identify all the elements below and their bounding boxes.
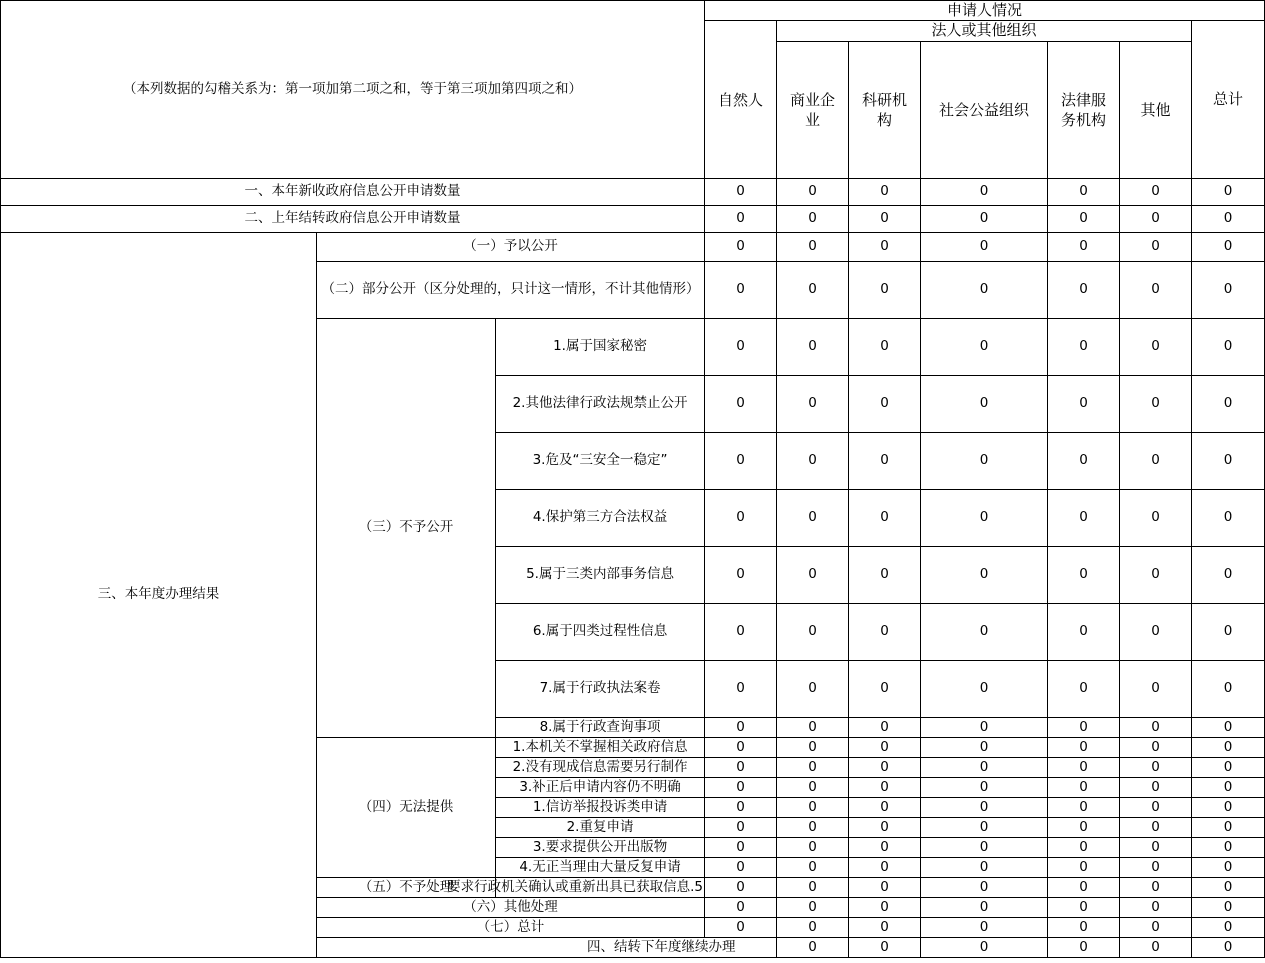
group-label: （三）不予公开 xyxy=(317,319,496,738)
value-cell: 0 xyxy=(1120,179,1192,206)
value-cell: 0 xyxy=(1192,661,1265,718)
value-cell: 0 xyxy=(1192,898,1265,918)
value-cell: 0 xyxy=(1048,938,1120,958)
value-cell: 0 xyxy=(921,661,1048,718)
other-header: 其他 xyxy=(1120,42,1192,179)
table-row xyxy=(1,179,1265,206)
value-cell: 0 xyxy=(705,661,777,718)
value-cell: 0 xyxy=(705,758,777,778)
value-cell: 0 xyxy=(705,179,777,206)
row-label: 2.没有现成信息需要另行制作 xyxy=(496,758,705,778)
value-cell: 0 xyxy=(777,818,849,838)
value-cell: 0 xyxy=(1120,604,1192,661)
value-cell: 0 xyxy=(1048,738,1120,758)
value-cell: 0 xyxy=(1120,262,1192,319)
value-cell: 0 xyxy=(1048,262,1120,319)
row-label: 8.属于行政查询事项 xyxy=(496,718,705,738)
value-cell: 0 xyxy=(777,858,849,878)
value-cell: 0 xyxy=(1120,838,1192,858)
value-cell: 0 xyxy=(705,858,777,878)
value-cell: 0 xyxy=(849,547,921,604)
value-cell: 0 xyxy=(1120,898,1192,918)
value-cell: 0 xyxy=(1120,878,1192,898)
value-cell: 0 xyxy=(1192,738,1265,758)
value-cell: 0 xyxy=(1120,433,1192,490)
row-label: 2.其他法律行政法规禁止公开 xyxy=(496,376,705,433)
total-header: 总计 xyxy=(1192,21,1265,179)
legal-service-org-header: 法律服务机构 xyxy=(1048,42,1120,179)
value-cell: 0 xyxy=(1192,233,1265,262)
natural-person-header: 自然人 xyxy=(705,21,777,179)
row-label: 4.保护第三方合法权益 xyxy=(496,490,705,547)
value-cell: 0 xyxy=(1048,758,1120,778)
value-cell: 0 xyxy=(1120,206,1192,233)
section-three-label: 三、本年度办理结果 xyxy=(1,233,317,958)
value-cell: 0 xyxy=(921,718,1048,738)
value-cell: 0 xyxy=(1048,838,1120,858)
value-cell: 0 xyxy=(705,738,777,758)
value-cell: 0 xyxy=(921,376,1048,433)
value-cell: 0 xyxy=(1120,376,1192,433)
value-cell: 0 xyxy=(921,262,1048,319)
value-cell: 0 xyxy=(1048,661,1120,718)
value-cell: 0 xyxy=(1192,878,1265,898)
group-label: （四）无法提供 xyxy=(317,738,496,878)
value-cell: 0 xyxy=(1120,319,1192,376)
value-cell: 0 xyxy=(1120,818,1192,838)
value-cell: 0 xyxy=(849,858,921,878)
value-cell: 0 xyxy=(1048,718,1120,738)
value-cell: 0 xyxy=(921,604,1048,661)
value-cell: 0 xyxy=(1120,918,1192,938)
value-cell: 0 xyxy=(777,547,849,604)
row-label: （一）予以公开 xyxy=(317,233,705,262)
value-cell: 0 xyxy=(1120,547,1192,604)
table-row xyxy=(1,206,1265,233)
row-label: 1.信访举报投诉类申请 xyxy=(496,798,705,818)
row-label: （二）部分公开（区分处理的，只计这一情形，不计其他情形） xyxy=(317,262,705,319)
value-cell: 0 xyxy=(1048,604,1120,661)
value-cell: 0 xyxy=(1120,778,1192,798)
value-cell: 0 xyxy=(1192,718,1265,738)
value-cell: 0 xyxy=(777,319,849,376)
value-cell: 0 xyxy=(849,262,921,319)
value-cell: 0 xyxy=(921,938,1048,958)
value-cell: 0 xyxy=(921,818,1048,838)
value-cell: 0 xyxy=(849,179,921,206)
value-cell: 0 xyxy=(777,233,849,262)
value-cell: 0 xyxy=(1192,778,1265,798)
value-cell: 0 xyxy=(777,778,849,798)
value-cell: 0 xyxy=(921,206,1048,233)
value-cell: 0 xyxy=(849,433,921,490)
value-cell: 0 xyxy=(1120,661,1192,718)
value-cell: 0 xyxy=(921,758,1048,778)
value-cell: 0 xyxy=(1192,918,1265,938)
value-cell: 0 xyxy=(1192,547,1265,604)
value-cell: 0 xyxy=(777,798,849,818)
value-cell: 0 xyxy=(705,798,777,818)
value-cell: 0 xyxy=(849,818,921,838)
value-cell: 0 xyxy=(921,433,1048,490)
value-cell: 0 xyxy=(921,798,1048,818)
value-cell: 0 xyxy=(1120,798,1192,818)
value-cell: 0 xyxy=(1192,490,1265,547)
value-cell: 0 xyxy=(921,838,1048,858)
table-row xyxy=(1,233,1265,262)
row-label: 3.危及“三安全一稳定” xyxy=(496,433,705,490)
value-cell: 0 xyxy=(777,898,849,918)
value-cell: 0 xyxy=(849,838,921,858)
value-cell: 0 xyxy=(1048,778,1120,798)
value-cell: 0 xyxy=(849,604,921,661)
value-cell: 0 xyxy=(921,778,1048,798)
value-cell: 0 xyxy=(1120,718,1192,738)
value-cell: 0 xyxy=(1048,818,1120,838)
value-cell: 0 xyxy=(777,490,849,547)
value-cell: 0 xyxy=(849,376,921,433)
value-cell: 0 xyxy=(921,898,1048,918)
value-cell: 0 xyxy=(1048,878,1120,898)
value-cell: 0 xyxy=(1048,376,1120,433)
truncated-label: 5.要求行政机关确认或重新出具已获取信息 xyxy=(447,878,703,895)
value-cell: 0 xyxy=(1192,433,1265,490)
row-label: 7.属于行政执法案卷 xyxy=(496,661,705,718)
row-label: （七）总计 xyxy=(317,918,705,938)
value-cell: 0 xyxy=(849,738,921,758)
value-cell: 0 xyxy=(849,758,921,778)
value-cell: 0 xyxy=(777,758,849,778)
value-cell: 0 xyxy=(921,738,1048,758)
value-cell: 0 xyxy=(777,878,849,898)
value-cell: 0 xyxy=(1048,898,1120,918)
value-cell: 0 xyxy=(705,547,777,604)
value-cell: 0 xyxy=(1048,319,1120,376)
value-cell: 0 xyxy=(705,778,777,798)
row-label: 4.无正当理由大量反复申请 xyxy=(496,858,705,878)
value-cell: 0 xyxy=(705,718,777,738)
value-cell: 0 xyxy=(1192,938,1265,958)
value-cell: 0 xyxy=(705,878,777,898)
value-cell: 0 xyxy=(777,738,849,758)
value-cell: 0 xyxy=(1048,233,1120,262)
value-cell: 0 xyxy=(1192,376,1265,433)
value-cell: 0 xyxy=(705,206,777,233)
value-cell: 0 xyxy=(1192,319,1265,376)
value-cell: 0 xyxy=(777,179,849,206)
value-cell: 0 xyxy=(1048,490,1120,547)
value-cell: 0 xyxy=(1192,179,1265,206)
value-cell: 0 xyxy=(777,938,849,958)
value-cell: 0 xyxy=(705,838,777,858)
value-cell: 0 xyxy=(849,718,921,738)
value-cell: 0 xyxy=(921,319,1048,376)
value-cell: 0 xyxy=(921,233,1048,262)
value-cell: 0 xyxy=(705,376,777,433)
value-cell: 0 xyxy=(705,233,777,262)
row-label: （六）其他处理 xyxy=(317,898,705,918)
value-cell: 0 xyxy=(705,604,777,661)
value-cell: 0 xyxy=(705,818,777,838)
research-institution-header: 科研机构 xyxy=(849,42,921,179)
value-cell: 0 xyxy=(777,433,849,490)
value-cell: 0 xyxy=(1192,798,1265,818)
row-label: 一、本年新收政府信息公开申请数量 xyxy=(1,179,705,206)
value-cell: 0 xyxy=(777,661,849,718)
table-note: （本列数据的勾稽关系为：第一项加第二项之和，等于第三项加第四项之和） xyxy=(1,1,705,179)
value-cell: 0 xyxy=(1048,918,1120,938)
value-cell: 0 xyxy=(1048,433,1120,490)
group-label: （五）不予处理 xyxy=(317,878,496,898)
value-cell: 0 xyxy=(849,778,921,798)
value-cell: 0 xyxy=(1192,262,1265,319)
value-cell: 0 xyxy=(849,878,921,898)
value-cell: 0 xyxy=(921,179,1048,206)
value-cell: 0 xyxy=(921,547,1048,604)
value-cell: 0 xyxy=(849,938,921,958)
value-cell: 0 xyxy=(705,898,777,918)
value-cell: 0 xyxy=(1120,858,1192,878)
value-cell: 0 xyxy=(1192,206,1265,233)
value-cell: 0 xyxy=(921,490,1048,547)
value-cell: 0 xyxy=(777,206,849,233)
value-cell: 0 xyxy=(849,319,921,376)
value-cell: 0 xyxy=(849,206,921,233)
row-label: 3.补正后申请内容仍不明确 xyxy=(496,778,705,798)
value-cell: 0 xyxy=(1048,206,1120,233)
row-label xyxy=(447,878,705,898)
value-cell: 0 xyxy=(705,918,777,938)
legal-entity-group-header: 法人或其他组织 xyxy=(777,21,1192,42)
value-cell: 0 xyxy=(921,878,1048,898)
row-label: 5.属于三类内部事务信息 xyxy=(496,547,705,604)
row-label: 3.要求提供公开出版物 xyxy=(496,838,705,858)
row-label: 二、上年结转政府信息公开申请数量 xyxy=(1,206,705,233)
social-welfare-org-header: 社会公益组织 xyxy=(921,42,1048,179)
value-cell: 0 xyxy=(1120,233,1192,262)
value-cell: 0 xyxy=(921,918,1048,938)
value-cell: 0 xyxy=(849,918,921,938)
value-cell: 0 xyxy=(1048,179,1120,206)
value-cell: 0 xyxy=(1048,547,1120,604)
value-cell: 0 xyxy=(777,604,849,661)
value-cell: 0 xyxy=(849,798,921,818)
value-cell: 0 xyxy=(777,918,849,938)
value-cell: 0 xyxy=(1192,604,1265,661)
row-label: 1.属于国家秘密 xyxy=(496,319,705,376)
value-cell: 0 xyxy=(1192,758,1265,778)
value-cell: 0 xyxy=(705,319,777,376)
row-label: 1.本机关不掌握相关政府信息 xyxy=(496,738,705,758)
value-cell: 0 xyxy=(1192,858,1265,878)
value-cell: 0 xyxy=(849,898,921,918)
value-cell: 0 xyxy=(1120,738,1192,758)
value-cell: 0 xyxy=(777,376,849,433)
value-cell: 0 xyxy=(705,490,777,547)
value-cell: 0 xyxy=(849,490,921,547)
value-cell: 0 xyxy=(777,838,849,858)
value-cell: 0 xyxy=(705,262,777,319)
row-label: 四、结转下年度继续办理 xyxy=(317,938,777,958)
value-cell: 0 xyxy=(1048,858,1120,878)
value-cell: 0 xyxy=(1120,758,1192,778)
value-cell: 0 xyxy=(1120,938,1192,958)
value-cell: 0 xyxy=(777,718,849,738)
value-cell: 0 xyxy=(1120,490,1192,547)
row-label: 6.属于四类过程性信息 xyxy=(496,604,705,661)
value-cell: 0 xyxy=(1192,838,1265,858)
row-label: 2.重复申请 xyxy=(496,818,705,838)
value-cell: 0 xyxy=(849,661,921,718)
value-cell: 0 xyxy=(921,858,1048,878)
value-cell: 0 xyxy=(705,433,777,490)
value-cell: 0 xyxy=(1048,798,1120,818)
commercial-enterprise-header: 商业企业 xyxy=(777,42,849,179)
value-cell: 0 xyxy=(849,233,921,262)
applicant-status-header: 申请人情况 xyxy=(705,1,1265,21)
value-cell: 0 xyxy=(777,262,849,319)
value-cell: 0 xyxy=(1192,818,1265,838)
